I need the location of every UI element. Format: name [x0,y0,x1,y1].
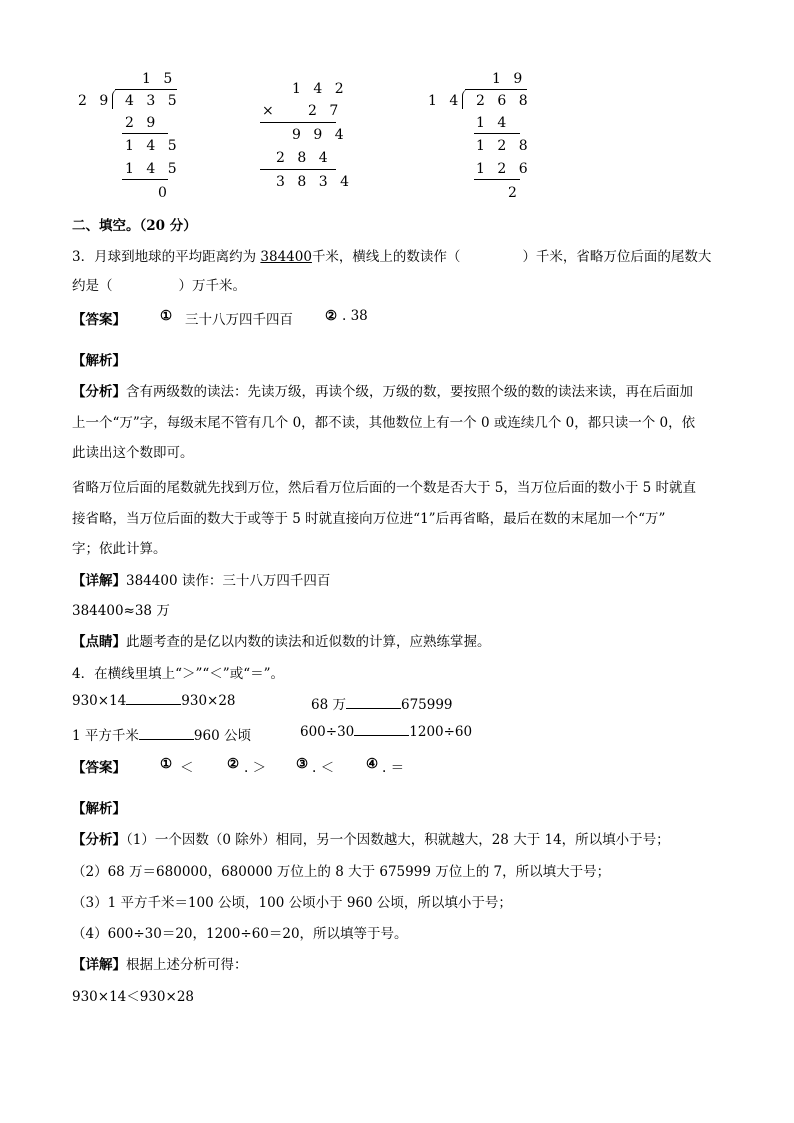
expr: 1 平方千米 [72,728,139,744]
dividend: 4 3 5 [125,93,181,109]
answer-label: 【答案】 [72,760,126,776]
analysis-text: （1）一个因数（0 除外）相同，另一个因数越大，积就越大，28 大于 14，所以填小于号； [126,832,670,848]
q4-row-1-right [311,693,453,713]
q3-answer-1: 三十八万四千四百 [185,312,293,328]
expr: 960 公顷 [193,728,251,744]
division-bracket [462,89,469,109]
work-row: 1 2 6 [476,161,532,177]
answer-blank [354,735,409,736]
analysis-text: 上一个“万”字，每级末尾不管有几个 0，都不读，其他数位上有一个 0 或连续几个 0，都只读一个 0，依 [72,415,696,431]
division-bar [115,89,177,90]
work-line [122,133,168,134]
expr: 600÷30 [300,724,355,740]
detail-text: 根据上述分析可得： [126,957,248,973]
circle-3-icon: ③ [296,756,309,772]
q4-answer-2: . ＞ [244,760,267,776]
circle-2-icon: ② [325,308,338,324]
work-row: 1 2 8 [476,138,532,154]
answer-blank [346,708,401,709]
multiplier: 2 7 [308,103,343,119]
division-bracket [112,89,119,109]
q3-mid: 千米，横线上的数读作（ [311,249,461,265]
analysis-text: 省略万位后面的尾数就先找到万位，然后看万位后面的一个数是否大于 5，当万位后面的数小于 5 时就直 [72,480,697,496]
q3-prefix: 3．月球到地球的平均距离约为 [72,249,261,265]
analysis-text: 接省略，当万位后面的数大于或等于 5 时就直接向万位进“1”后再省略，最后在数的末尾加一个“万” [72,511,666,527]
tip-text: 此题考查的是亿以内数的读法和近似数的计算，应熟练掌握。 [126,634,491,650]
division-bar [465,89,527,90]
work-row: 1 4 5 [125,161,181,177]
q3-number: 384400 [260,249,312,265]
q3-line-1 [72,245,711,265]
partial-product: 9 9 4 [292,127,348,143]
q4-row-2-left [72,724,251,744]
q3-tip-line [72,630,491,650]
q4-answer-4: . ＝ [382,760,405,776]
circle-1-icon: ① [160,308,173,324]
analysis-text: 此读出这个数即可。 [72,445,194,461]
q4-analysis-line [72,828,670,848]
analysis-text: 含有两级数的读法：先读万级，再读个级，万级的数，要按照个级的数的读法来读，再在后面加 [126,384,693,400]
tip-label: 【点睛】 [72,634,126,650]
product: 3 8 3 4 [276,174,353,190]
quotient: 1 9 [492,71,527,87]
analysis-heading: 【解析】 [72,801,126,817]
q4-row-1-left [72,693,236,709]
expr: 930×28 [181,693,236,709]
multiplicand: 1 4 2 [292,81,348,97]
work-row: 2 9 [125,115,160,131]
divisor: 2 9 [78,93,113,109]
circle-1-icon: ① [160,756,173,772]
analysis-label: 【分析】 [72,384,126,400]
work-line [474,133,520,134]
analysis-text: （2）68 万＝680000，680000 万位上的 8 大于 675999 万位上的 7，所以填大于号； [72,864,611,880]
q3-line-2 [72,274,246,294]
quotient: 1 5 [142,71,177,87]
dividend: 2 6 8 [476,93,532,109]
work-line [474,179,520,180]
detail-text: 384400 读作：三十八万四千四百 [126,573,331,589]
q4-title: 4．在横线里填上“＞”“＜”或“＝”。 [72,666,284,682]
detail-text: 384400≈38 万 [72,603,170,619]
expr: 1200÷60 [409,724,473,740]
q3-end: ）千米，省略万位后面的尾数大 [522,249,712,265]
work-line [260,169,336,170]
answer-blank [126,704,181,705]
detail-label: 【详解】 [72,573,126,589]
remainder: 0 [158,185,171,201]
expr: 68 万 [311,697,346,713]
partial-product: 2 8 4 [276,150,332,166]
analysis-text: 字；依此计算。 [72,541,167,557]
answer-label: 【答案】 [72,312,126,328]
q3-line2-prefix: 约是（ [72,278,113,294]
analysis-heading: 【解析】 [72,353,126,369]
analysis-label: 【分析】 [72,832,126,848]
answer-blank [139,739,194,740]
times-sign: × [262,103,274,119]
q3-line2-end: ）万千米。 [178,278,246,294]
circle-2-icon: ② [227,756,240,772]
q4-answer-3: . ＜ [312,760,335,776]
expr: 675999 [400,697,453,713]
q3-detail-line [72,569,330,589]
section-title: 二、填空。（20 分） [72,218,197,234]
q4-detail-line [72,953,248,973]
circle-4-icon: ④ [366,756,379,772]
q3-answer-2: . 38 [342,308,368,324]
q4-answer-1: ＜ [180,760,194,776]
expr: 930×14 [72,693,127,709]
q4-row-2-right [300,724,472,740]
divisor: 1 4 [428,93,463,109]
detail-label: 【详解】 [72,957,126,973]
analysis-text: （3）1 平方千米＝100 公顷，100 公顷小于 960 公顷，所以填小于号； [72,895,512,911]
q3-analysis-line [72,380,693,400]
work-row: 1 4 [476,115,511,131]
work-line [122,179,168,180]
detail-text: 930×14＜930×28 [72,989,195,1005]
analysis-text: （4）600÷30＝20，1200÷60＝20，所以填等于号。 [72,926,408,942]
remainder: 2 [508,185,521,201]
work-row: 1 4 5 [125,138,181,154]
work-line [260,122,336,123]
